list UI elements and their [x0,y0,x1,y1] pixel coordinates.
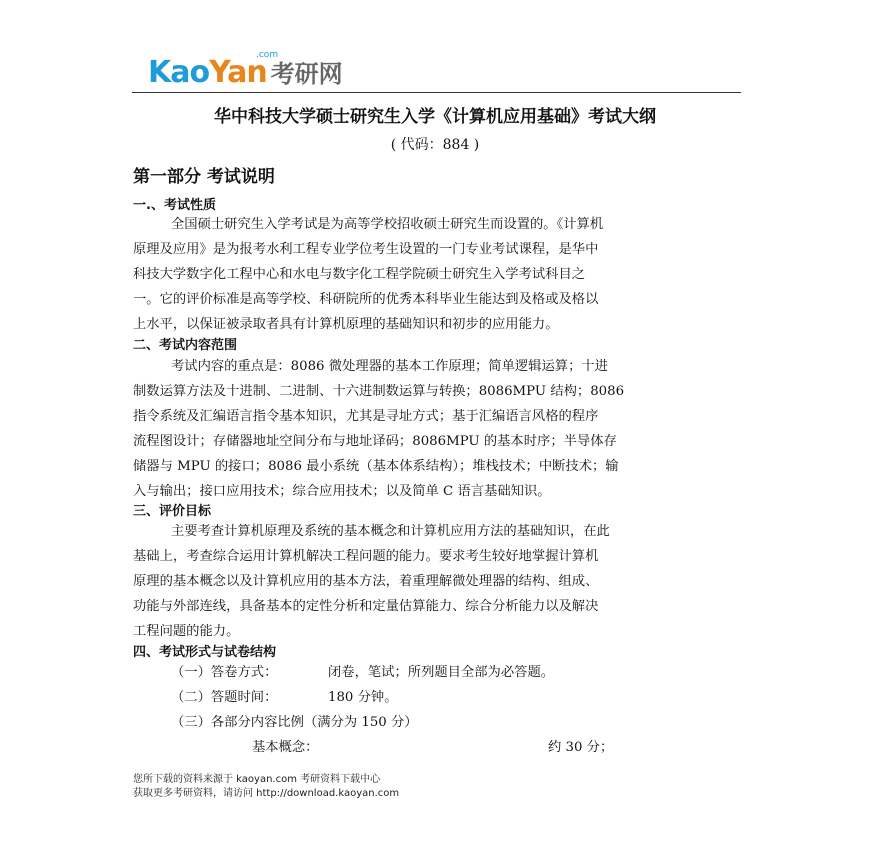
course-code: ( 代码：884 ) [390,137,480,153]
section-heading-scope: 二、考试内容范围 [133,338,238,353]
paragraph-line: 功能与外部连线，具备基本的定性分析和定量估算能力、综合分析能力以及解决 [133,599,599,614]
paragraph-line: 科技大学数字化工程中心和水电与数字化工程学院硕士研究生入学考试科目之 [133,267,586,282]
format-item-value: 闭卷，笔试；所列题目全部为必答题。 [328,665,555,680]
paragraph-line: 全国硕士研究生入学考试是为高等学校招收硕士研究生而设置的。《计算机 [171,217,604,232]
paragraph-line: 原理及应用》是为报考水利工程专业学位考生设置的一门专业考试课程，是华中 [133,242,599,257]
ratio-label: 基本概念： [252,740,319,755]
part-heading: 第一部分 考试说明 [133,167,275,187]
logo-wordmark: KaoYan [148,55,267,90]
footer-download-link[interactable]: 获取更多考研资料，请访问 http://download.kaoyan.com [133,788,400,799]
paragraph-line: 原理的基本概念以及计算机应用的基本方法，着重理解微处理器的结构、组成、 [133,574,599,589]
paragraph-line: 上水平，以保证被录取者具有计算机原理的基础知识和初步的应用能力。 [133,317,559,332]
logo-domain-suffix: .com [256,50,279,60]
paragraph-line: 一。它的评价标准是高等学校、科研院所的优秀本科毕业生能达到及格或及格以 [133,292,599,307]
format-item-value: 180 分钟。 [328,690,398,705]
site-logo[interactable] [148,50,343,90]
paragraph-line: 制数运算方法及十进制、二进制、十六进制数运算与转换；8086MPU 结构；8086 [133,384,625,399]
section-heading-nature: 一.、考试性质 [133,198,216,213]
section-heading-objectives: 三、评价目标 [133,504,212,519]
format-item-label: （二）答题时间： [171,690,278,705]
document-title: 华中科技大学硕士研究生入学《计算机应用基础》考试大纲 [214,107,656,127]
format-item-label: （一）答卷方式： [171,665,278,680]
format-item-label: （三）各部分内容比例（满分为 150 分） [171,715,418,730]
paragraph-line: 主要考查计算机原理及系统的基本概念和计算机应用方法的基础知识，在此 [171,524,610,539]
paragraph-line: 储器与 MPU 的接口；8086 最小系统（基本体系结构）；堆栈技术；中断技术；输 [133,459,619,474]
header-divider [132,92,741,93]
paragraph-line: 工程问题的能力。 [133,624,240,639]
paragraph-line: 指令系统及汇编语言指令基本知识，尤其是寻址方式；基于汇编语言风格的程序 [133,409,599,424]
logo-chinese-name: 考研网 [270,60,343,88]
paragraph-line: 流程图设计；存储器地址空间分布与地址译码；8086MPU 的基本时序；半导体存 [133,434,617,449]
section-heading-format: 四、考试形式与试卷结构 [133,645,277,660]
ratio-value: 约 30 分； [548,740,614,755]
paragraph-line: 入与输出；接口应用技术；综合应用技术；以及简单 C 语言基础知识。 [133,484,551,499]
footer-source-note: 您所下载的资料来源于 kaoyan.com 考研资料下载中心 [133,774,381,785]
paragraph-line: 基础上，考查综合运用计算机解决工程问题的能力。要求考生较好地掌握计算机 [133,549,599,564]
paragraph-line: 考试内容的重点是：8086 微处理器的基本工作原理；简单逻辑运算；十进 [171,359,608,374]
